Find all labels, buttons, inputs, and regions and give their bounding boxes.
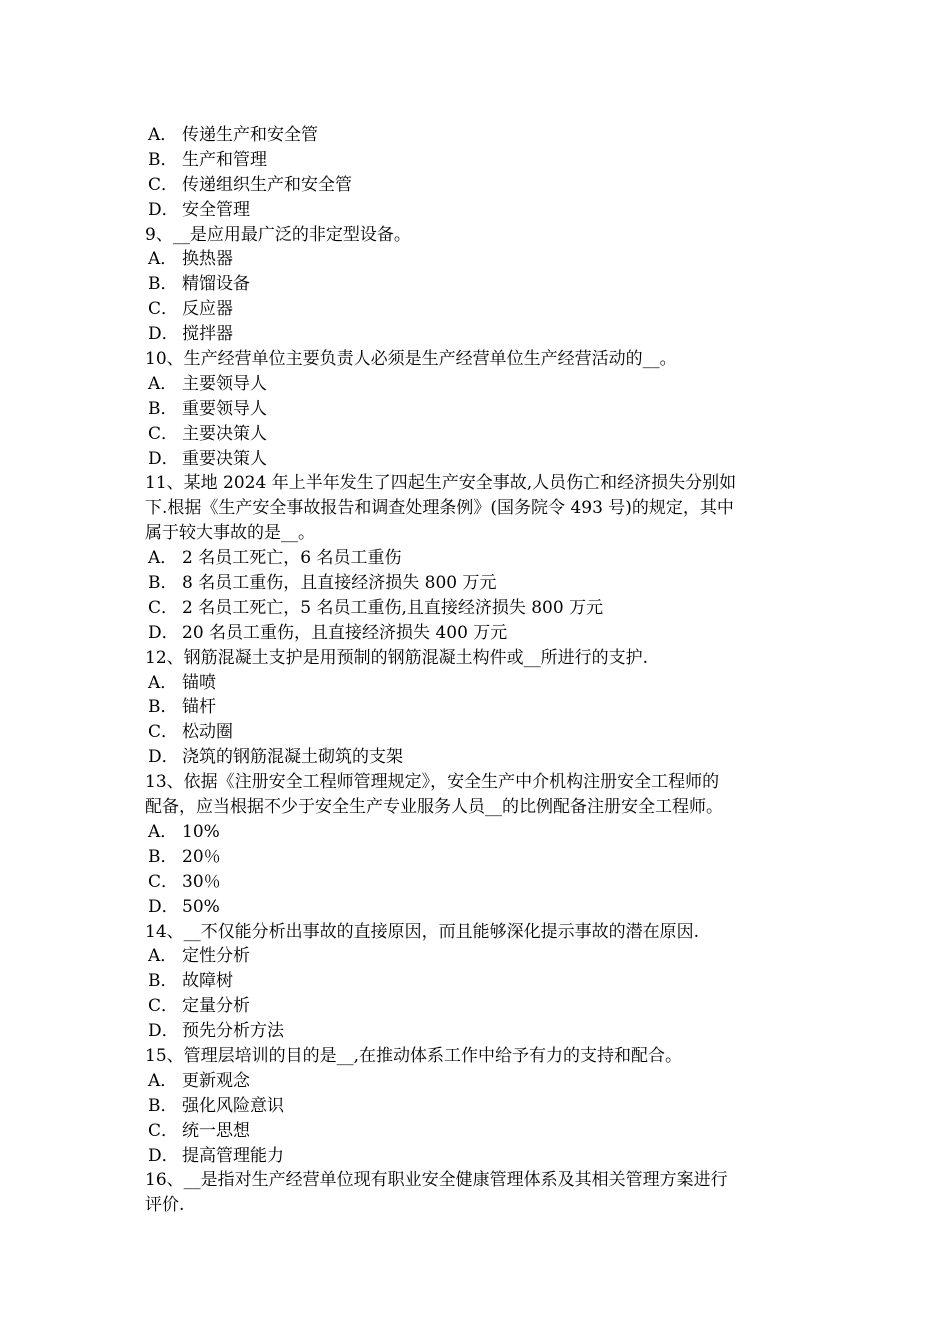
- option-a: A． 10%: [148, 821, 220, 842]
- option-c: C． 统一思想: [148, 1120, 250, 1141]
- question-stem-line-2: 评价.: [145, 1195, 185, 1216]
- option-d: D． 50%: [148, 896, 220, 917]
- option-b: B． 8 名员工重伤，且直接经济损失 800 万元: [148, 573, 497, 594]
- question-9: [145, 223, 815, 347]
- option-d: D． 安全管理: [148, 199, 250, 220]
- question-stem-line-3: 属于较大事故的是__。: [145, 523, 315, 544]
- option-b: B． 20％: [148, 846, 221, 867]
- question-stem-line-2: 配备，应当根据不少于安全生产专业服务人员__的比例配备注册安全工程师。: [145, 797, 723, 818]
- question-stem: 15、管理层培训的目的是__,在推动体系工作中给予有力的支持和配合。: [145, 1045, 683, 1066]
- option-d: D． 提高管理能力: [148, 1145, 284, 1166]
- question-stem: 9、__是应用最广泛的非定型设备。: [145, 224, 411, 245]
- question-10: [145, 347, 815, 471]
- question-15: [145, 1044, 815, 1168]
- option-a: A． 锚喷: [148, 672, 216, 693]
- option-c: C． 定量分析: [148, 996, 250, 1017]
- option-b: B． 生产和管理: [148, 149, 267, 170]
- option-b: B． 锚杆: [148, 697, 216, 718]
- option-a: A． 更新观念: [148, 1070, 250, 1091]
- question-stem-line-1: 16、__是指对生产经营单位现有职业安全健康管理体系及其相关管理方案进行: [145, 1170, 728, 1191]
- question-stem: 10、生产经营单位主要负责人必须是生产经营单位生产经营活动的__。: [145, 349, 677, 370]
- leading-options: [145, 123, 815, 223]
- option-a: A． 定性分析: [148, 946, 250, 967]
- document-page: [145, 123, 815, 1218]
- question-13: [145, 770, 815, 919]
- question-16: [145, 1168, 815, 1218]
- option-a: A． 主要领导人: [148, 373, 267, 394]
- question-stem-line-1: 13、依据《注册安全工程师管理规定》，安全生产中介机构注册安全工程师的: [145, 772, 720, 793]
- option-a: A． 传递生产和安全管: [148, 125, 318, 145]
- option-d: D． 浇筑的钢筋混凝土砌筑的支架: [148, 747, 403, 768]
- option-c: C． 传递组织生产和安全管: [148, 174, 352, 195]
- option-d: D． 预先分析方法: [148, 1021, 284, 1042]
- question-stem-line-1: 11、某地 2024 年上半年发生了四起生产安全事故,人员伤亡和经济损失分别如: [145, 473, 737, 494]
- option-c: C． 松动圈: [148, 722, 233, 743]
- question-stem: 12、钢筋混凝土支护是用预制的钢筋混凝土构件或__所进行的支护.: [145, 647, 649, 668]
- question-stem-line-2: 下.根据《生产安全事故报告和调查处理条例》(国务院令 493 号)的规定，其中: [145, 498, 734, 519]
- option-d: D． 搅拌器: [148, 324, 233, 345]
- option-a: A． 2 名员工死亡，6 名员工重伤: [148, 548, 402, 569]
- option-c: C． 反应器: [148, 299, 233, 320]
- question-12: [145, 646, 815, 770]
- option-b: B． 故障树: [148, 971, 233, 992]
- option-c: C． 2 名员工死亡，5 名员工重伤,且直接经济损失 800 万元: [148, 597, 604, 618]
- question-14: [145, 920, 815, 1044]
- question-11: [145, 471, 815, 645]
- option-b: B． 强化风险意识: [148, 1095, 284, 1116]
- option-d: D． 重要决策人: [148, 448, 267, 469]
- option-a: A． 换热器: [148, 249, 233, 270]
- option-c: C． 30％: [148, 871, 221, 892]
- question-stem: 14、__不仅能分析出事故的直接原因，而且能够深化提示事故的潜在原因.: [145, 921, 700, 942]
- option-d: D． 20 名员工重伤，且直接经济损失 400 万元: [148, 622, 508, 643]
- option-c: C． 主要决策人: [148, 423, 267, 444]
- option-b: B． 重要领导人: [148, 398, 267, 419]
- option-b: B． 精馏设备: [148, 274, 250, 295]
